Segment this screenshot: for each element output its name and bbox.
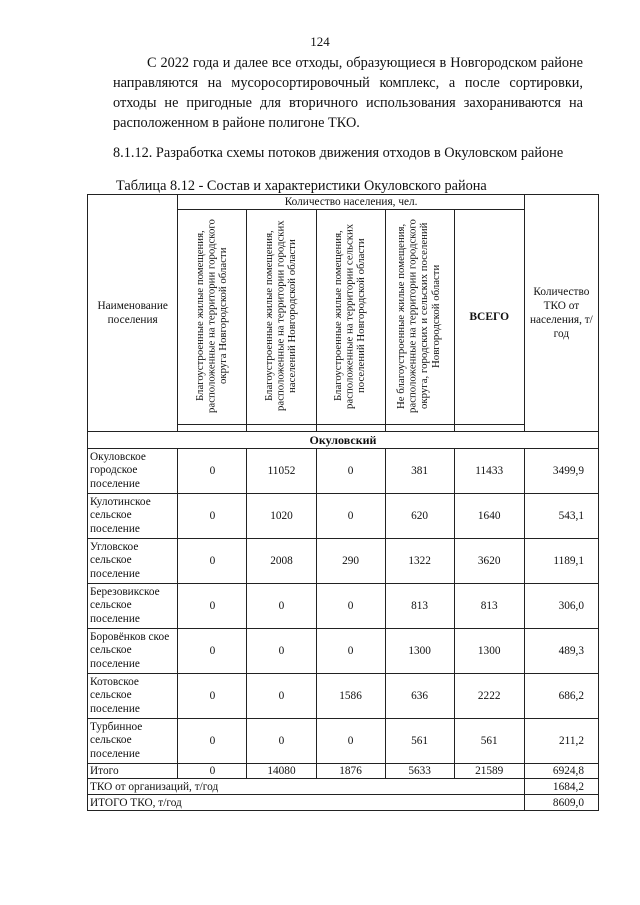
- population-value: 0: [178, 449, 247, 494]
- population-value: 0: [178, 494, 247, 539]
- header-total: [454, 210, 524, 425]
- summary-value: 8609,0: [524, 795, 598, 811]
- tko-value: 1189,1: [524, 539, 598, 584]
- header-spacer: [247, 425, 316, 432]
- population-value: 1020: [247, 494, 316, 539]
- header-total-label: ВСЕГО: [469, 311, 510, 323]
- population-value: 0: [178, 629, 247, 674]
- summary-value: 1684,2: [524, 779, 598, 795]
- table-row: [88, 629, 599, 674]
- table-row: [88, 494, 599, 539]
- population-value: 0: [316, 584, 385, 629]
- tko-value: 3499,9: [524, 449, 598, 494]
- population-value: 0: [316, 449, 385, 494]
- header-pop-col-2-label: Благоустроенные жилые помещения, расположенные на территории городских населений Новгородской области: [263, 220, 299, 411]
- header-spacer: [454, 425, 524, 432]
- header-spacer: [385, 425, 454, 432]
- total-value: 5633: [385, 764, 454, 779]
- population-value: 0: [178, 719, 247, 764]
- population-value: 381: [385, 449, 454, 494]
- table-caption: Таблица 8.12 - Состав и характеристики Окуловского района: [116, 178, 487, 194]
- population-value: 0: [247, 719, 316, 764]
- header-pop-col-3: [316, 210, 385, 425]
- settlement-name: Березовикское сельское поселение: [88, 584, 178, 629]
- population-value: 0: [178, 674, 247, 719]
- table-row: [88, 674, 599, 719]
- settlement-name: Котовское сельское поселение: [88, 674, 178, 719]
- population-value: 2222: [454, 674, 524, 719]
- total-value: 14080: [247, 764, 316, 779]
- summary-label: ТКО от организаций, т/год: [88, 779, 525, 795]
- table-row: [88, 449, 599, 494]
- total-label: Итого: [88, 764, 178, 779]
- population-value: 3620: [454, 539, 524, 584]
- table-row: [88, 539, 599, 584]
- population-value: 0: [316, 719, 385, 764]
- summary-row: [88, 779, 599, 795]
- total-value: 21589: [454, 764, 524, 779]
- population-value: 561: [385, 719, 454, 764]
- settlement-name: Боровёнков ское сельское поселение: [88, 629, 178, 674]
- population-value: 0: [247, 629, 316, 674]
- settlement-name: Угловское сельское поселение: [88, 539, 178, 584]
- population-value: 0: [178, 539, 247, 584]
- header-pop-col-4-label: Не благоустроенные жилые помещения, расположенные на территории городского округа, городских и сельских поселений Новгородской области: [395, 218, 443, 413]
- population-value: 0: [247, 584, 316, 629]
- population-value: 290: [316, 539, 385, 584]
- settlement-name: Окуловское городское поселение: [88, 449, 178, 494]
- settlement-table: [87, 194, 599, 811]
- header-settlement-name: Наименование поселения: [88, 195, 178, 432]
- header-pop-col-4: [385, 210, 454, 425]
- population-value: 1300: [385, 629, 454, 674]
- summary-label: ИТОГО ТКО, т/год: [88, 795, 525, 811]
- section-heading: 8.1.12. Разработка схемы потоков движения отходов в Окуловском районе: [113, 145, 564, 161]
- population-value: 0: [247, 674, 316, 719]
- population-value: 11433: [454, 449, 524, 494]
- total-row: [88, 764, 599, 779]
- intro-paragraph: С 2022 года и далее все отходы, образующиеся в Новгородском районе направляются на мусоросортировочный комплекс, а после сортировки, отходы не пригодные для вторичного использования захораниваются на расположенном в районе полигоне ТКО.: [113, 55, 583, 131]
- region-row: [88, 432, 599, 449]
- header-spacer: [316, 425, 385, 432]
- table-row: [88, 719, 599, 764]
- settlement-name: Кулотинское сельское поселение: [88, 494, 178, 539]
- population-value: 11052: [247, 449, 316, 494]
- population-value: 1300: [454, 629, 524, 674]
- settlement-name: Турбинное сельское поселение: [88, 719, 178, 764]
- header-pop-col-3-label: Благоустроенные жилые помещения, расположенные на территории сельских поселений Новгородской области: [332, 222, 368, 409]
- tko-value: 211,2: [524, 719, 598, 764]
- tko-value: 306,0: [524, 584, 598, 629]
- population-value: 1640: [454, 494, 524, 539]
- total-tko: 6924,8: [524, 764, 598, 779]
- population-value: 0: [316, 494, 385, 539]
- region-label: Окуловский: [309, 432, 377, 447]
- population-value: 813: [454, 584, 524, 629]
- population-value: 620: [385, 494, 454, 539]
- header-population-group: Количество населения, чел.: [178, 195, 524, 210]
- population-value: 1322: [385, 539, 454, 584]
- total-value: 1876: [316, 764, 385, 779]
- header-pop-col-1-label: Благоустроенные жилые помещения, расположенные на территории городского округа Новгородской области: [194, 218, 230, 413]
- tko-value: 489,3: [524, 629, 598, 674]
- population-value: 561: [454, 719, 524, 764]
- header-pop-col-1: [178, 210, 247, 425]
- page-number: 124: [310, 34, 330, 49]
- population-value: 1586: [316, 674, 385, 719]
- population-value: 2008: [247, 539, 316, 584]
- population-value: 813: [385, 584, 454, 629]
- population-value: 0: [316, 629, 385, 674]
- population-value: 636: [385, 674, 454, 719]
- header-tko-population: Количество ТКО от населения, т/год: [524, 195, 598, 432]
- table-row: [88, 584, 599, 629]
- tko-value: 543,1: [524, 494, 598, 539]
- header-pop-col-2: [247, 210, 316, 425]
- summary-row: [88, 795, 599, 811]
- header-spacer: [178, 425, 247, 432]
- total-value: 0: [178, 764, 247, 779]
- population-value: 0: [178, 584, 247, 629]
- tko-value: 686,2: [524, 674, 598, 719]
